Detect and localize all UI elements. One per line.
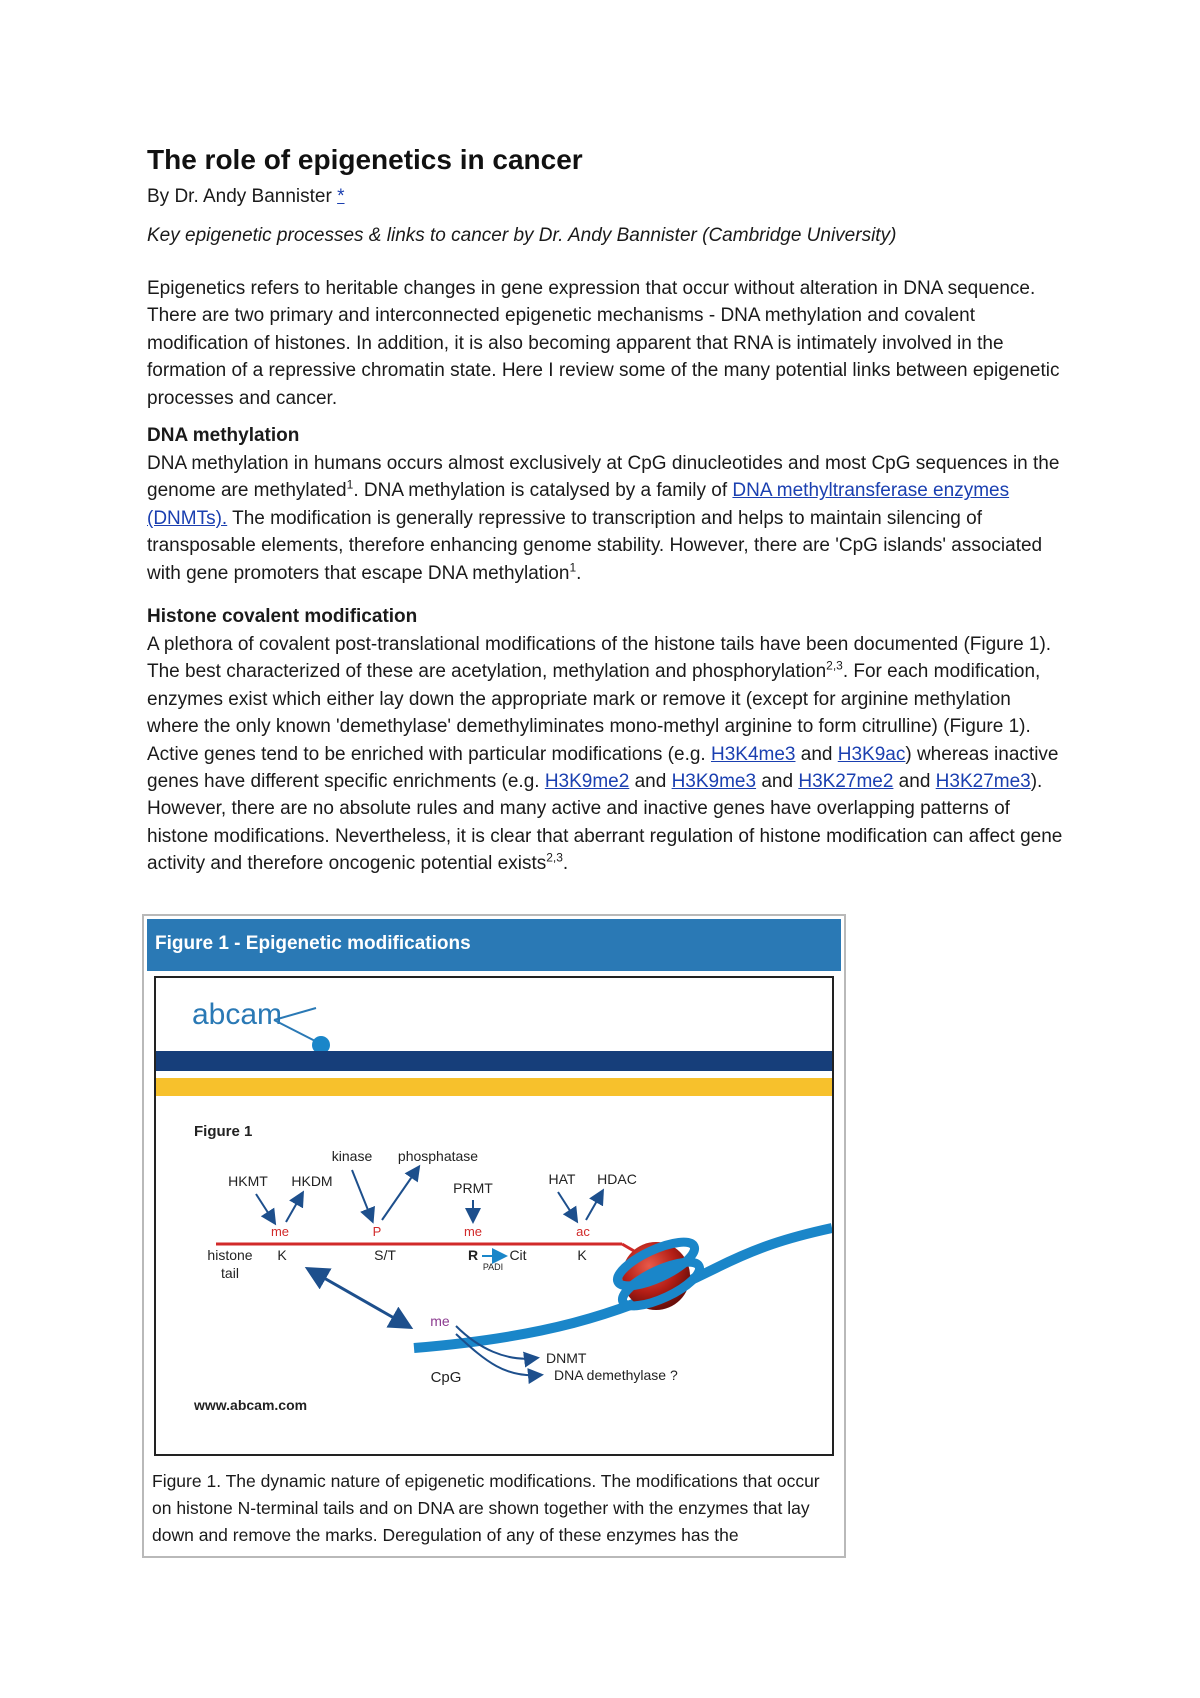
- figure-caption: Figure 1. The dynamic nature of epigenetic modifications. The modifications that occur on histone N-terminal tails and on DNA are shown together with the enzymes that lay down and remove the marks. Deregulation of any of these enzymes has the: [152, 1471, 820, 1545]
- h3k9me2-link[interactable]: H3K9me2: [544, 771, 630, 793]
- byline: [147, 186, 345, 208]
- dna-methylation-paragraph: [147, 450, 1067, 587]
- histone-text: and: [756, 771, 799, 793]
- histone-text: A plethora of covalent post-translational modifications of the histone tails have been documented (Figure 1). The best characterized of these are acetylation, methylation and phosphorylation: [147, 634, 1052, 683]
- figure-header: [147, 919, 841, 971]
- lysine-label-2: K: [577, 1247, 587, 1263]
- citrulline-label: Cit: [509, 1247, 527, 1263]
- epigenetics-diagram: [156, 978, 832, 1454]
- ref-sup: 1: [569, 560, 577, 575]
- histone-text: .: [562, 853, 569, 875]
- me-mark-1: me: [270, 1224, 290, 1239]
- figure-title: Figure 1 - Epigenetic modifications: [155, 933, 471, 954]
- histone-text: ) whereas inactive genes have different specific enrichments (e.g.: [147, 743, 1059, 793]
- ref-sup: 2,3: [826, 659, 843, 674]
- hdac-label: HDAC: [597, 1171, 637, 1187]
- intro-paragraph: Epigenetics refers to heritable changes in gene expression that occur without alteration in DNA sequence. There are two primary and interconnected epigenetic mechanisms - DNA methylation and covalent modification of histones. In addition, it is also becoming apparent that RNA is intimately involved in the formation of a repressive chromatin state. Here I review some of the many potential links between epigenetic processes and cancer.: [147, 278, 1060, 409]
- dna-me-mark: me: [430, 1313, 450, 1329]
- subtitle: Key epigenetic processes & links to cancer by Dr. Andy Bannister (Cambridge University): [147, 225, 897, 246]
- ref-sup: 2,3: [546, 850, 563, 865]
- abcam-logo: abcam: [192, 998, 283, 1031]
- dna-methylation-heading: DNA methylation: [147, 425, 300, 446]
- st-label: S/T: [374, 1247, 396, 1263]
- figure-image: [154, 976, 834, 1456]
- me-mark-2: me: [463, 1224, 483, 1239]
- h3k9me3-link[interactable]: H3K9me3: [671, 771, 757, 793]
- author-footnote-link[interactable]: *: [337, 186, 345, 207]
- dnmt-link[interactable]: DNA methyltransferase enzymes (DNMTs).: [147, 480, 1010, 529]
- cpg-label: CpG: [430, 1369, 462, 1386]
- hkmt-label: HKMT: [228, 1173, 268, 1189]
- lysine-label-1: K: [277, 1247, 287, 1263]
- histone-text: and: [795, 743, 838, 765]
- histone-text: . For each modification, enzymes exist which either lay down the appropriate mark or remove it (except for arginine methylation where the only known 'demethylase' demethyliminates mono-methyl arginine to form citrulline) (Figure 1). Active genes tend to be enriched with particular modifications (e.g.: [147, 661, 1041, 765]
- ac-mark: ac: [576, 1224, 590, 1239]
- padi-label: PADI: [482, 1262, 504, 1272]
- abcam-url: www.abcam.com: [194, 1397, 308, 1413]
- histone-text: and: [629, 771, 672, 793]
- dnmt-label: DNMT: [546, 1350, 587, 1366]
- dna-text-4: .: [576, 562, 582, 584]
- dna-text-1: DNA methylation in humans occurs almost exclusively at CpG dinucleotides and most CpG sequences in the genome are methylated: [147, 453, 1060, 502]
- dna-demethylase-label: DNA demethylase ?: [554, 1367, 678, 1383]
- ref-sup: 1: [346, 478, 354, 493]
- hat-label: HAT: [548, 1171, 576, 1187]
- author-text: By Dr. Andy Bannister: [147, 186, 332, 207]
- dna-text-2: . DNA methylation is catalysed by a family of: [353, 480, 733, 502]
- kinase-label: kinase: [331, 1148, 373, 1164]
- figure-box: [142, 914, 846, 1558]
- page-title: The role of epigenetics in cancer: [147, 144, 583, 175]
- arginine-label: R: [467, 1247, 479, 1263]
- histone-heading: Histone covalent modification: [147, 606, 418, 627]
- brand-stripe-navy: [156, 1051, 832, 1071]
- histone-paragraph: [147, 631, 1067, 878]
- prmt-label: PRMT: [453, 1180, 493, 1196]
- dna-text-3: The modification is generally repressive to transcription and helps to maintain silencing of transposable elements, therefore enhancing genome stability. However, there are 'CpG islands' associated with gene promoters that escape DNA methylation: [147, 507, 1043, 584]
- h3k4me3-link[interactable]: H3K4me3: [710, 743, 796, 765]
- h3k9ac-link[interactable]: H3K9ac: [837, 743, 906, 765]
- h3k27me3-link[interactable]: H3K27me3: [935, 771, 1031, 793]
- histone-tail-label: histone: [207, 1247, 253, 1263]
- histone-text: ). However, there are no absolute rules and many active and inactive genes have overlapping patterns of histone modifications. Nevertheless, it is clear that aberrant regulation of histone modification can affect gene activity and therefore oncogenic potential exists: [147, 771, 1063, 875]
- brand-stripe-yellow: [156, 1078, 832, 1096]
- h3k27me2-link[interactable]: H3K27me2: [798, 771, 894, 793]
- phosphatase-label: phosphatase: [397, 1148, 479, 1164]
- hkdm-label: HKDM: [291, 1173, 333, 1189]
- histone-tail-label-2: tail: [221, 1265, 239, 1281]
- figure-label: Figure 1: [194, 1123, 253, 1140]
- histone-text: and: [893, 771, 936, 793]
- p-mark: P: [372, 1224, 382, 1239]
